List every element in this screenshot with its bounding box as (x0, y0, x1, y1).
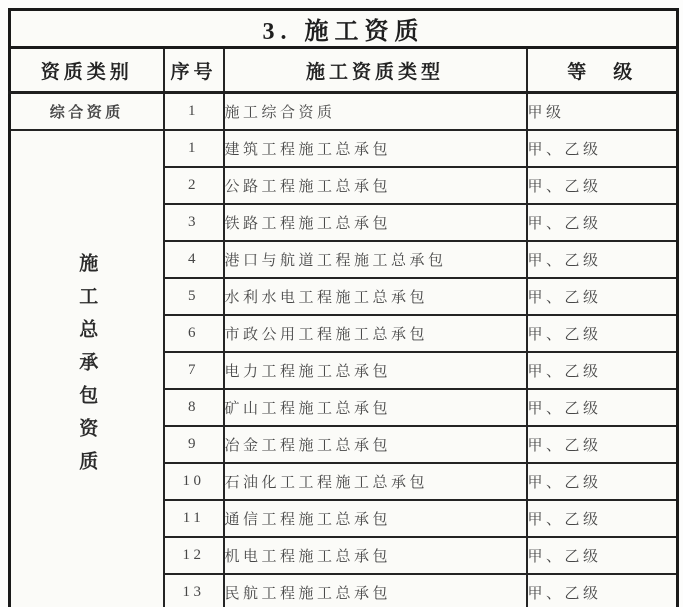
serial-number: 10 (164, 463, 224, 500)
grade-value: 甲、乙级 (527, 241, 678, 278)
category-general-contracting-label: 施工总承包资质 (76, 252, 98, 484)
serial-number: 6 (164, 315, 224, 352)
qualification-type: 水利水电工程施工总承包 (224, 278, 527, 315)
serial-number: 8 (164, 389, 224, 426)
serial-number: 12 (164, 537, 224, 574)
qualification-type: 机电工程施工总承包 (224, 537, 527, 574)
grade-value: 甲、乙级 (527, 130, 678, 167)
qualification-type: 电力工程施工总承包 (224, 352, 527, 389)
serial-number: 1 (164, 130, 224, 167)
qualification-type: 通信工程施工总承包 (224, 500, 527, 537)
table-header-row (10, 48, 678, 93)
grade-value: 甲、乙级 (527, 463, 678, 500)
table-title: 3. 施工资质 (10, 10, 678, 48)
category-comprehensive: 综合资质 (10, 93, 164, 131)
grade-value: 甲、乙级 (527, 574, 678, 607)
qualification-type: 民航工程施工总承包 (224, 574, 527, 607)
grade-value: 甲、乙级 (527, 389, 678, 426)
qualification-type: 港口与航道工程施工总承包 (224, 241, 527, 278)
table-row-comprehensive (10, 93, 678, 131)
qualification-type: 公路工程施工总承包 (224, 167, 527, 204)
qualification-type: 施工综合资质 (224, 93, 527, 131)
construction-qualification-table (8, 8, 679, 607)
grade-value: 甲、乙级 (527, 204, 678, 241)
qualification-type: 市政公用工程施工总承包 (224, 315, 527, 352)
serial-number: 9 (164, 426, 224, 463)
qualification-type: 矿山工程施工总承包 (224, 389, 527, 426)
qualification-type: 建筑工程施工总承包 (224, 130, 527, 167)
header-category: 资质类别 (10, 48, 164, 93)
grade-value: 甲、乙级 (527, 315, 678, 352)
grade-value: 甲、乙级 (527, 426, 678, 463)
category-general-contracting (10, 130, 164, 607)
qualification-type: 冶金工程施工总承包 (224, 426, 527, 463)
qualification-type: 铁路工程施工总承包 (224, 204, 527, 241)
grade-value: 甲级 (527, 93, 678, 131)
header-grade: 等 级 (527, 48, 678, 93)
grade-value: 甲、乙级 (527, 500, 678, 537)
table-title-row (10, 10, 678, 48)
serial-number: 3 (164, 204, 224, 241)
qualification-type: 石油化工工程施工总承包 (224, 463, 527, 500)
serial-number: 1 (164, 93, 224, 131)
header-serial: 序号 (164, 48, 224, 93)
serial-number: 4 (164, 241, 224, 278)
serial-number: 7 (164, 352, 224, 389)
serial-number: 11 (164, 500, 224, 537)
serial-number: 5 (164, 278, 224, 315)
grade-value: 甲、乙级 (527, 278, 678, 315)
serial-number: 2 (164, 167, 224, 204)
grade-value: 甲、乙级 (527, 537, 678, 574)
serial-number: 13 (164, 574, 224, 607)
grade-value: 甲、乙级 (527, 167, 678, 204)
table-row (10, 130, 678, 167)
header-type: 施工资质类型 (224, 48, 527, 93)
grade-value: 甲、乙级 (527, 352, 678, 389)
